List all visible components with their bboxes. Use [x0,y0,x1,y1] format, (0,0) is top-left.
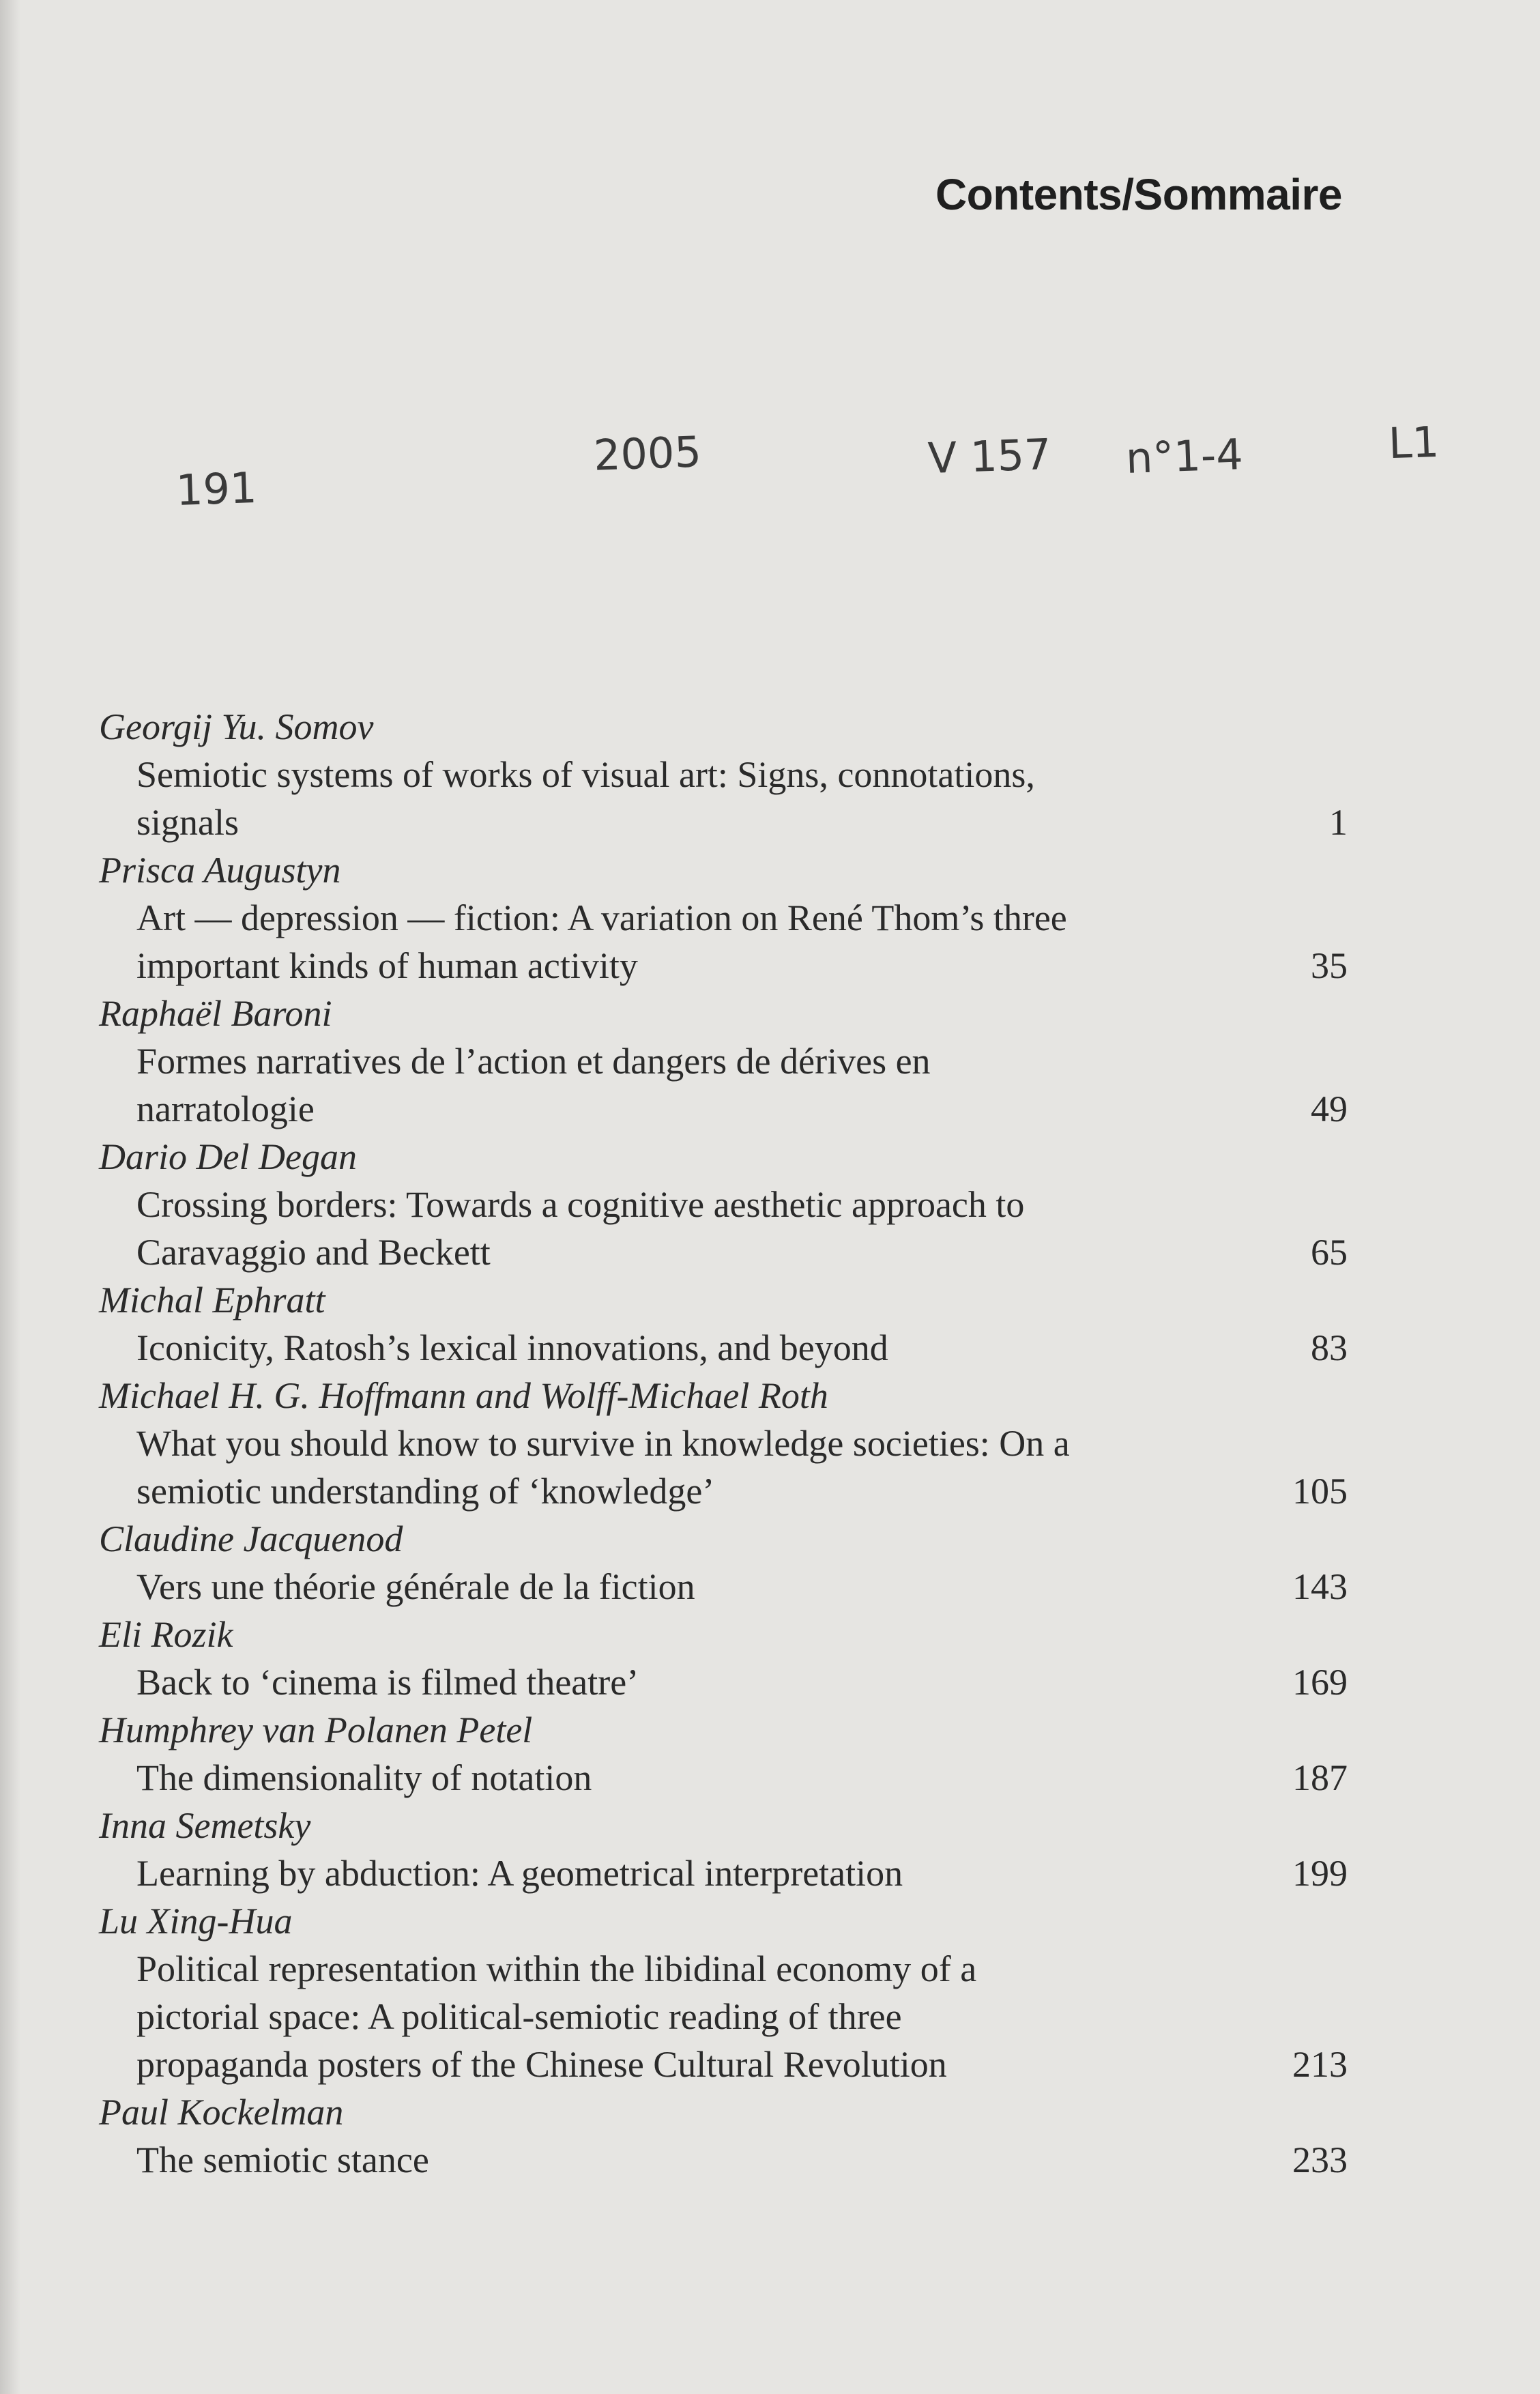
entry-page-number: 187 [1292,1757,1348,1798]
entry-page-number: 213 [1292,2044,1348,2085]
entry-article [99,1945,1348,2088]
handwritten-note: V 157 [927,429,1052,484]
handwritten-note: 191 [175,462,258,516]
entry-title-line: important kinds of human activity [136,945,638,986]
toc-entry [99,846,1348,990]
entry-author: Paul Kockelman [99,2092,344,2133]
entry-article [99,1658,1348,1706]
entry-title-line: Learning by abduction: A geometrical interpretation [136,1853,903,1894]
entry-page-number: 169 [1292,1662,1348,1703]
entry-title-line: Crossing borders: Towards a cognitive aesthetic approach to [136,1184,1025,1225]
entry-author: Prisca Augustyn [99,850,341,891]
entry-title-line: propaganda posters of the Chinese Cultural Revolution [136,2044,947,2085]
entry-article [99,1563,1348,1611]
entry-author: Michael H. G. Hoffmann and Wolff-Michael Roth [99,1375,828,1416]
entry-title-line: signals [136,802,239,843]
entry-article [99,1754,1348,1802]
entry-page-number: 49 [1311,1088,1348,1129]
toc-entry [99,1515,1348,1611]
toc-entry [99,1706,1348,1802]
entry-title-line: Vers une théorie générale de la fiction [136,1566,695,1607]
entry-title-line: Semiotic systems of works of visual art: Signs, connotations, [136,754,1035,795]
entry-author: Lu Xing-Hua [99,1901,293,1942]
toc-entry [99,2088,1348,2184]
page-binding-edge [0,0,20,2394]
entry-page-number: 143 [1292,1566,1348,1607]
table-of-contents [99,703,1348,2184]
entry-article [99,1324,1348,1372]
entry-author: Michal Ephratt [99,1280,325,1321]
entry-author: Eli Rozik [99,1614,233,1655]
entry-title-line: semiotic understanding of ‘knowledge’ [136,1471,715,1512]
entry-page-number: 233 [1292,2139,1348,2180]
entry-author: Claudine Jacquenod [99,1518,403,1559]
entry-article [99,751,1348,846]
entry-title-line: The semiotic stance [136,2139,429,2180]
entry-title-line: Formes narratives de l’action et dangers de dérives en [136,1041,931,1082]
toc-entry [99,990,1348,1133]
entry-author: Raphaël Baroni [99,993,332,1034]
entry-title-line: Iconicity, Ratosh’s lexical innovations, and beyond [136,1327,888,1368]
toc-entry [99,1133,1348,1276]
entry-article [99,894,1348,990]
entry-page-number: 1 [1329,802,1348,843]
entry-page-number: 35 [1311,945,1348,986]
handwritten-note: n°1-4 [1124,429,1244,483]
entry-title-line: pictorial space: A political-semiotic reading of three [136,1996,902,2037]
entry-author: Dario Del Degan [99,1136,357,1177]
entry-title-line: Art — depression — fiction: A variation on René Thom’s three [136,897,1067,938]
toc-entry [99,1372,1348,1515]
entry-author: Georgij Yu. Somov [99,706,374,747]
toc-entry [99,703,1348,846]
entry-title-line: Political representation within the libidinal economy of a [136,1948,977,1989]
toc-entry [99,1276,1348,1372]
entry-article [99,1849,1348,1897]
handwritten-note: 2005 [592,427,703,480]
entry-author: Inna Semetsky [99,1805,311,1846]
toc-entry [99,1802,1348,1897]
entry-article [99,2136,1348,2184]
entry-title-line: Caravaggio and Beckett [136,1232,491,1273]
entry-page-number: 83 [1311,1327,1348,1368]
entry-title-line: narratologie [136,1088,315,1129]
entry-article [99,1181,1348,1276]
page-title: Contents/Sommaire [935,170,1342,219]
entry-page-number: 105 [1292,1471,1348,1512]
entry-article [99,1419,1348,1515]
entry-page-number: 65 [1311,1232,1348,1273]
toc-entry [99,1611,1348,1706]
entry-title-line: Back to ‘cinema is filmed theatre’ [136,1662,639,1703]
entry-author: Humphrey van Polanen Petel [99,1710,533,1750]
toc-entry [99,1897,1348,2088]
entry-title-line: The dimensionality of notation [136,1757,592,1798]
handwritten-note: L1 [1387,416,1440,469]
entry-article [99,1037,1348,1133]
entry-title-line: What you should know to survive in knowledge societies: On a [136,1423,1070,1464]
entry-page-number: 199 [1292,1853,1348,1894]
